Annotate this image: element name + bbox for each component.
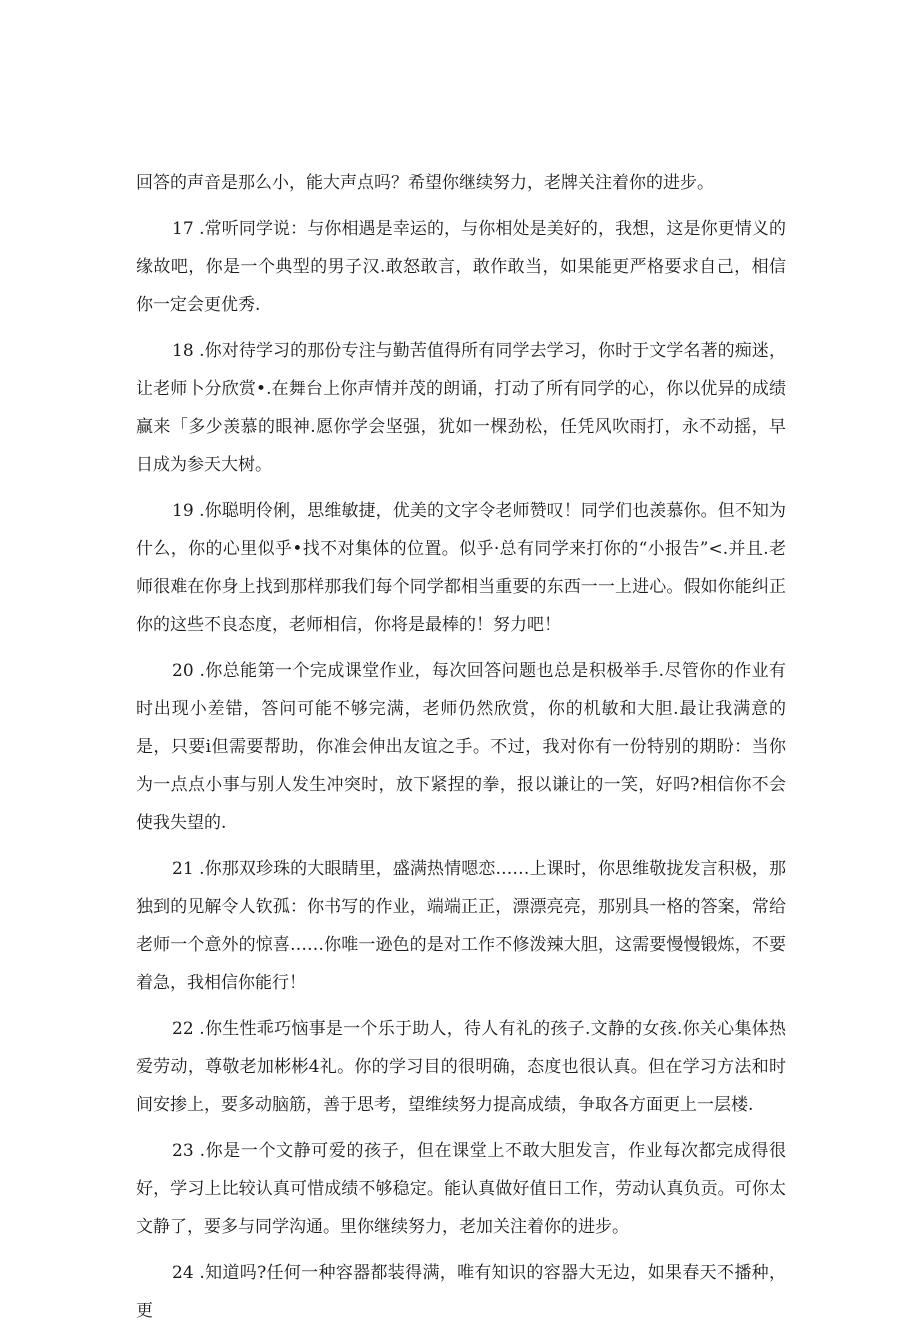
paragraph-comment-20: 20 .你总能第一个完成课堂作业，每次回答问题也总是积极举手.尽管你的作业有时出现小差错，答问可能不够完满，老师仍然欣赏，你的机敏和大胆.最让我满意的是，只要i但需要帮助，你准会伸出友谊之手。不过，我对你有一份特别的期盼：当你为一点点小事与别人发生冲突时，放下紧捏的拳，报以谦让的一笑，好吗?相信你不会使我失望的. [136,661,786,833]
paragraph-comment-17: 17 .常听同学说：与你相遇是幸运的，与你相处是美好的，我想，这是你更情义的缘故吧，你是一个典型的男子汉.敢怒敢言，敢作敢当，如果能更严格要求自己，相信你一定会更优秀. [136,219,786,315]
paragraph-comment-18: 18 .你对待学习的那份专注与勤苦值得所有同学去学习，你时于文学名著的痴迷，让老师卜分欣赏•.在舞台上你声情并茂的朗诵，打动了所有同学的心，你以优异的成绩赢来「多少羡慕的眼神.愿你学会坚强，犹如一棵劲松，任凭风吹雨打，永不动摇，早日成为参天大树。 [136,341,786,475]
paragraph-continuation: 回答的声音是那么小，能大声点吗？希望你继续努力，老牌关注着你的进步。 [136,173,714,193]
paragraph-comment-24: 24 .知道吗?任何一种容器都装得满，唯有知识的容器大无边，如果春天不播种，更 [136,1263,786,1321]
paragraph-comment-23: 23 .你是一个文静可爱的孩子，但在课堂上不敢大胆发言，作业每次都完成得很好，学习上比较认真可惜成绩不够稳定。能认真做好值日工作，劳动认真负贡。可你太文静了，要多与同学沟通。里你继续努力，老加关注着你的进步。 [136,1141,786,1237]
paragraph-comment-21: 21 .你那双珍珠的大眼睛里，盛满热情嗯恋……上课时，你思维敬拢发言积极，那独到的见解令人钦孤：你书写的作业，端端正正，漂漂亮亮，那别具一格的答案，常给老师一个意外的惊喜……你唯一逊色的是对工作不修泼辣大胆，这需要慢慢锻炼，不要着急，我相信你能行！ [136,859,786,993]
document-body [136,164,786,1338]
paragraph-comment-22: 22 .你生性乖巧恼事是一个乐于助人，待人有礼的孩子.文静的女孩.你关心集体热爱劳动，尊敬老加彬彬4礼。你的学习目的很明确，态度也很认真。但在学习方法和时间安掺上，要多动脑筋，善于思考，望维续努力提高成绩，争取各方面更上一层楼. [136,1019,786,1115]
paragraph-comment-19: 19 .你聪明伶俐，思维敏捷，优美的文字令老师赞叹！同学们也羡慕你。但不知为什么，你的心里似乎•找不对集体的位置。似乎·总有同学来打你的“小报告”<.并且.老师很难在你身上找到那样那我们每个同学都相当重要的东西一一上进心。假如你能纠正你的这些不良态度，老师相信，你将是最棒的！努力吧！ [136,501,786,635]
